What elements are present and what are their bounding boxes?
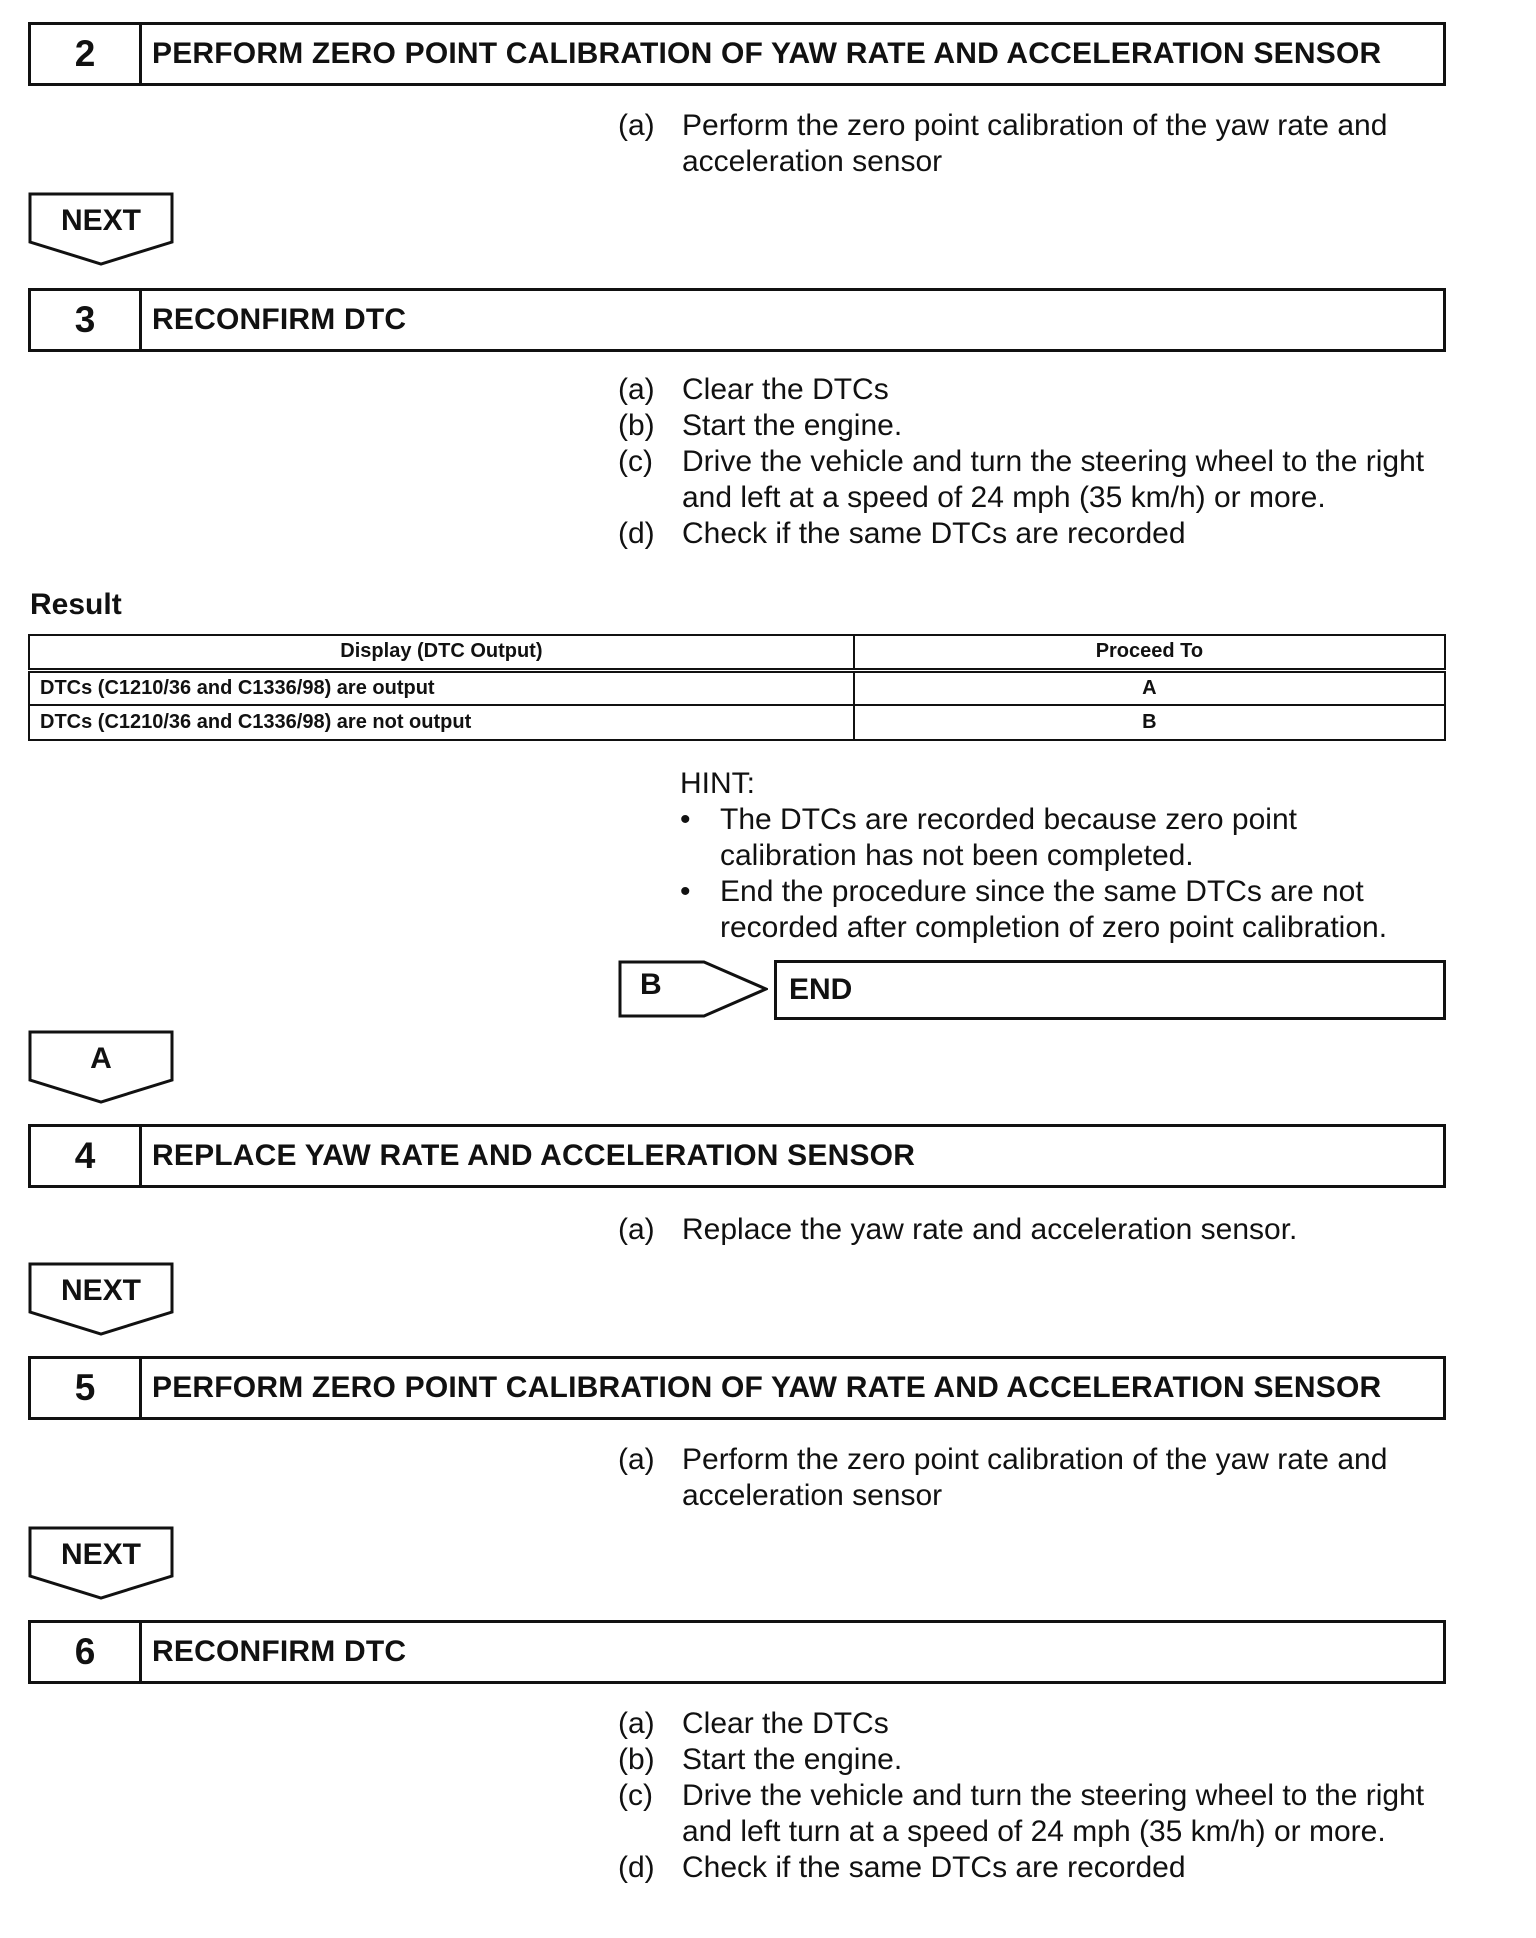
- step-4-header: [28, 1124, 1446, 1188]
- instruction-letter: (b): [618, 1743, 655, 1776]
- instruction-letter: (d): [618, 517, 655, 550]
- instruction-letter: (a): [618, 1213, 655, 1246]
- step-2-header: [28, 22, 1446, 86]
- instruction-letter: (a): [618, 1443, 655, 1476]
- branch-b-label: B: [640, 968, 662, 1001]
- hint-text: End the procedure since the same DTCs are not recorded after completion of zero point calibration.: [720, 875, 1388, 944]
- branch-b-arrow: [618, 960, 768, 1018]
- instruction-item: [618, 516, 1458, 552]
- instruction-text: Check if the same DTCs are recorded: [682, 517, 1186, 550]
- instruction-text: Start the engine.: [682, 409, 903, 442]
- instruction-text: Clear the DTCs: [682, 373, 889, 406]
- step-3-instructions: [618, 372, 1458, 552]
- result-table: [28, 634, 1446, 741]
- table-row: [29, 670, 1445, 705]
- instruction-item: [618, 108, 1458, 180]
- instruction-item: [618, 1742, 1458, 1778]
- table-cell-display: DTCs (C1210/36 and C1336/98) are output: [29, 670, 854, 705]
- bullet-icon: •: [680, 803, 691, 836]
- table-cell-display: DTCs (C1210/36 and C1336/98) are not output: [29, 705, 854, 740]
- column-header-display: Display (DTC Output): [29, 635, 854, 670]
- step-title: RECONFIRM DTC: [152, 303, 407, 336]
- instruction-item: [618, 1850, 1458, 1886]
- end-box: END: [774, 960, 1446, 1020]
- instruction-letter: (a): [618, 373, 655, 406]
- instruction-text: Drive the vehicle and turn the steering wheel to the right and left turn at a speed of 24 mph (35 km/h) or more.: [682, 1779, 1425, 1848]
- table-cell-proceed: B: [854, 705, 1445, 740]
- instruction-letter: (c): [618, 1779, 653, 1812]
- step-6-instructions: [618, 1706, 1458, 1886]
- step-number: 5: [31, 1359, 142, 1417]
- step-title: RECONFIRM DTC: [152, 1635, 407, 1668]
- next-arrow-2: [28, 1262, 174, 1338]
- next-arrow-3: [28, 1526, 174, 1602]
- hint-title: HINT:: [680, 767, 755, 800]
- step-number: 6: [31, 1623, 142, 1681]
- step-number: 4: [31, 1127, 142, 1185]
- instruction-item: [618, 408, 1458, 444]
- instruction-letter: (d): [618, 1851, 655, 1884]
- hint-item: [680, 802, 1440, 874]
- step-5-header: [28, 1356, 1446, 1420]
- instruction-text: Drive the vehicle and turn the steering wheel to the right and left at a speed of 24 mph (35 km/h) or more.: [682, 445, 1425, 514]
- instruction-text: Replace the yaw rate and acceleration sensor.: [682, 1213, 1298, 1246]
- step-title: PERFORM ZERO POINT CALIBRATION OF YAW RATE AND ACCELERATION SENSOR: [152, 37, 1382, 70]
- instruction-letter: (b): [618, 409, 655, 442]
- next-label: NEXT: [60, 1538, 141, 1571]
- instruction-text: Check if the same DTCs are recorded: [682, 1851, 1186, 1884]
- step-6-header: [28, 1620, 1446, 1684]
- instruction-text: Perform the zero point calibration of the yaw rate and acceleration sensor: [682, 1443, 1388, 1512]
- step-3-header: [28, 288, 1446, 352]
- column-header-proceed: Proceed To: [854, 635, 1445, 670]
- step-number: 2: [31, 25, 142, 83]
- result-label: Result: [30, 588, 122, 621]
- bullet-icon: •: [680, 875, 691, 908]
- hint-item: [680, 874, 1440, 946]
- instruction-item: [618, 1442, 1458, 1514]
- instruction-item: [618, 1706, 1458, 1742]
- step-5-instructions: [618, 1442, 1458, 1514]
- instruction-letter: (a): [618, 109, 655, 142]
- step-4-instructions: [618, 1212, 1458, 1248]
- next-label: NEXT: [60, 1274, 141, 1307]
- step-number: 3: [31, 291, 142, 349]
- branch-a-label: A: [90, 1042, 112, 1075]
- table-row: [29, 705, 1445, 740]
- instruction-letter: (c): [618, 445, 653, 478]
- hint-text: The DTCs are recorded because zero point calibration has not been completed.: [720, 803, 1297, 872]
- hint-block: [680, 766, 1440, 946]
- instruction-item: [618, 1778, 1458, 1850]
- instruction-item: [618, 372, 1458, 408]
- table-header-row: [29, 635, 1445, 670]
- next-arrow-1: [28, 192, 174, 268]
- next-label: NEXT: [60, 204, 141, 237]
- step-title: PERFORM ZERO POINT CALIBRATION OF YAW RATE AND ACCELERATION SENSOR: [152, 1371, 1382, 1404]
- instruction-text: Start the engine.: [682, 1743, 903, 1776]
- step-title: REPLACE YAW RATE AND ACCELERATION SENSOR: [152, 1139, 916, 1172]
- table-cell-proceed: A: [854, 670, 1445, 705]
- instruction-item: [618, 444, 1458, 516]
- branch-a-arrow: [28, 1030, 174, 1106]
- instruction-text: Perform the zero point calibration of the yaw rate and acceleration sensor: [682, 109, 1388, 178]
- step-2-instructions: [618, 108, 1458, 180]
- instruction-item: [618, 1212, 1458, 1248]
- instruction-letter: (a): [618, 1707, 655, 1740]
- instruction-text: Clear the DTCs: [682, 1707, 889, 1740]
